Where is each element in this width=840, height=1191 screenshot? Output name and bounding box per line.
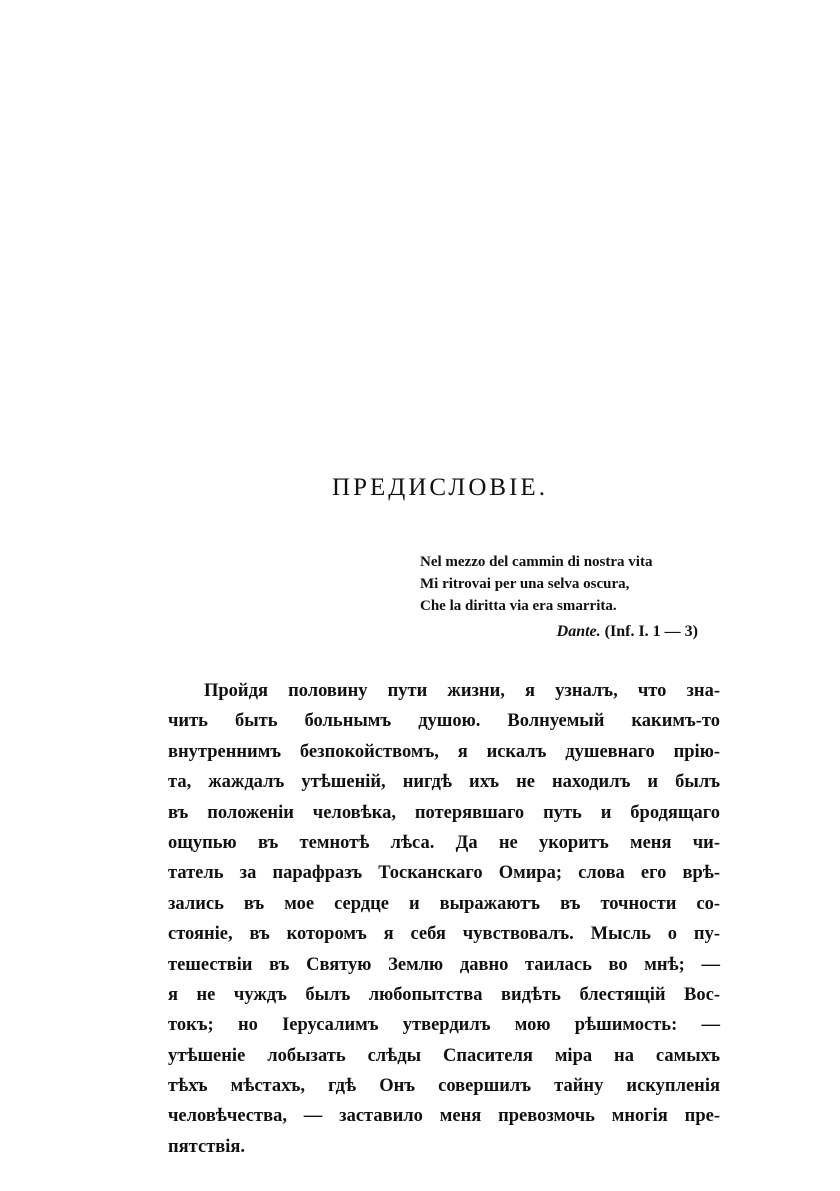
text-line: тешествіи въ Святую Землю давно таилась во мнѣ; — [168, 954, 720, 975]
text-line: стояніе, въ которомъ я себя чувствовалъ. Мысль о пу- [168, 924, 720, 945]
epigraph [380, 551, 716, 617]
text-line: утѣшеніе лобызать слѣды Спасителя міра на самыхъ [168, 1045, 720, 1066]
text-line: ощупью въ темнотѣ лѣса. Да не укоритъ меня чи- [168, 832, 720, 853]
text-line: татель за парафразъ Тосканскаго Омира; слова его врѣ- [168, 863, 720, 884]
text-line: внутреннимъ безпокойствомъ, я искалъ душевнаго прію- [168, 741, 720, 762]
text-line: человѣчества, — заставило меня превозмочь многія пре- [168, 1106, 720, 1127]
text-line: тѣхъ мѣстахъ, гдѣ Онъ совершилъ тайну искупленія [168, 1076, 720, 1097]
text-line: токъ; но Іерусалимъ утвердилъ мою рѣшимость: — [168, 1015, 720, 1036]
epigraph-line: Nel mezzo del cammin di nostra vita [420, 554, 653, 570]
epigraph-line: Che la diritta via era smarrita. [420, 598, 617, 614]
text-line: я не чуждъ былъ любопытства видѣть блестящій Вос- [168, 984, 720, 1005]
epigraph-attribution [380, 623, 698, 641]
page-title: ПРЕДИСЛОВІЕ. [332, 474, 548, 501]
text-line: чить быть больнымъ душою. Волнуемый какимъ-то [168, 711, 720, 732]
epigraph-author: Dante. [556, 623, 601, 640]
text-line: Пройдя половину пути жизни, я узналъ, что зна- [204, 681, 720, 701]
epigraph-reference: (Inf. I. 1 — 3) [604, 623, 698, 640]
preface-text [168, 676, 720, 1162]
text-line: въ положеніи человѣка, потерявшаго путь и бродящаго [168, 802, 720, 823]
text-line: пятствія. [168, 1136, 246, 1157]
text-line: та, жаждалъ утѣшеній, нигдѣ ихъ не находилъ и былъ [168, 772, 720, 793]
epigraph-line: Mi ritrovai per una selva oscura, [420, 576, 630, 592]
text-line: зались въ мое сердце и выражаютъ въ точности со- [168, 893, 720, 914]
